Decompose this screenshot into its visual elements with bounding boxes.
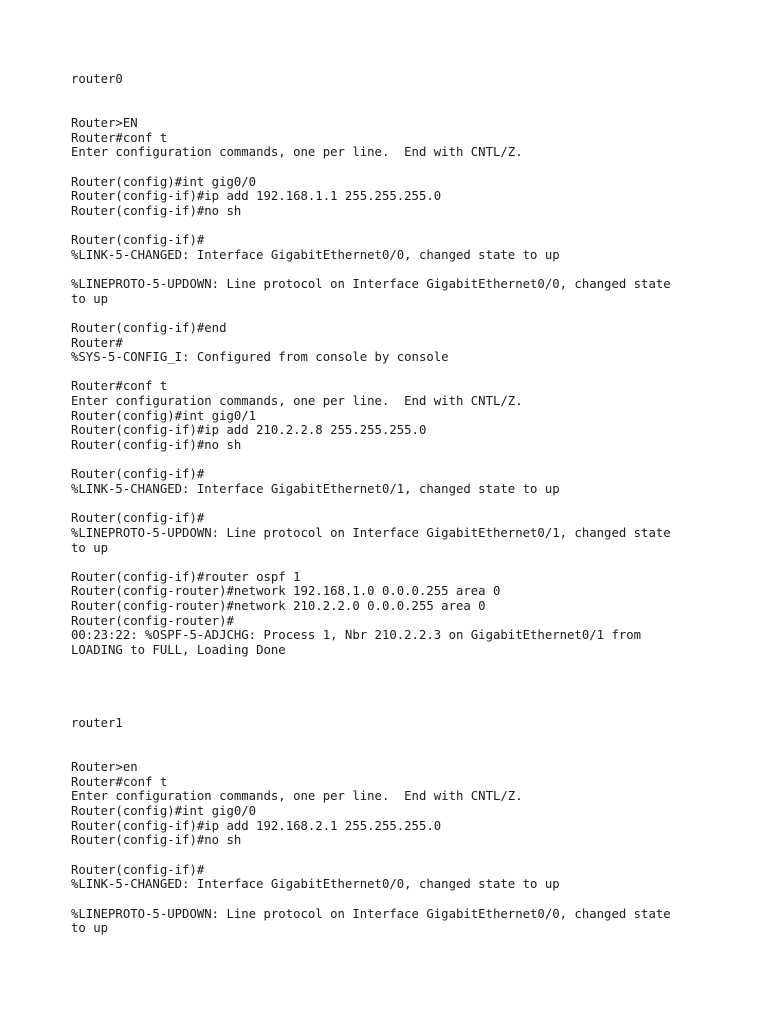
log-line: Router#conf t <box>71 130 168 145</box>
log-line: %LINK-5-CHANGED: Interface GigabitEthernet0/1, changed state to up <box>71 481 560 496</box>
router0-console-log <box>71 116 751 658</box>
log-line: Router(config)#int gig0/0 <box>71 804 257 819</box>
log-line: %SYS-5-CONFIG_I: Configured from console by console <box>71 350 449 365</box>
log-line <box>71 306 751 321</box>
log-line <box>71 365 751 380</box>
router0-heading: router0 <box>71 72 123 86</box>
log-line: Router(config)#int gig0/0 <box>71 174 257 189</box>
log-line: to up <box>71 921 109 936</box>
log-line: %LINEPROTO-5-UPDOWN: Line protocol on Interface GigabitEthernet0/0, changed state <box>71 276 671 291</box>
log-line: Router# <box>71 335 123 350</box>
log-line: %LINK-5-CHANGED: Interface GigabitEthernet0/0, changed state to up <box>71 877 560 892</box>
log-line <box>71 218 751 233</box>
log-line: Router(config-if)# <box>71 511 205 526</box>
log-line: Router(config-if)#end <box>71 320 227 335</box>
log-line: %LINEPROTO-5-UPDOWN: Line protocol on Interface GigabitEthernet0/1, changed state <box>71 525 671 540</box>
router1-console-log <box>71 760 751 936</box>
log-line: Router(config-if)#ip add 192.168.1.1 255.255.255.0 <box>71 189 442 204</box>
document-page <box>71 72 751 936</box>
log-line: Router(config-if)#no sh <box>71 438 242 453</box>
log-line: to up <box>71 291 109 306</box>
log-line <box>71 160 751 175</box>
log-line: %LINK-5-CHANGED: Interface GigabitEthernet0/0, changed state to up <box>71 247 560 262</box>
log-line: Enter configuration commands, one per line. End with CNTL/Z. <box>71 394 523 409</box>
log-line: Router#conf t <box>71 774 168 789</box>
log-line: 00:23:22: %OSPF-5-ADJCHG: Process 1, Nbr 210.2.2.3 on GigabitEthernet0/1 from <box>71 628 642 643</box>
log-line: Enter configuration commands, one per line. End with CNTL/Z. <box>71 789 523 804</box>
log-line: Router(config-router)#network 192.168.1.0 0.0.0.255 area 0 <box>71 584 501 599</box>
log-line: Router(config-router)# <box>71 613 234 628</box>
log-line <box>71 555 751 570</box>
router1-heading: router1 <box>71 716 123 731</box>
log-line: Router(config-if)# <box>71 862 205 877</box>
spacer <box>71 658 751 717</box>
log-line: Router(config-router)#network 210.2.2.0 0.0.0.255 area 0 <box>71 599 486 614</box>
log-line: LOADING to FULL, Loading Done <box>71 643 286 657</box>
log-line: Enter configuration commands, one per line. End with CNTL/Z. <box>71 145 523 160</box>
log-line: Router(config-if)# <box>71 233 205 248</box>
log-line <box>71 892 751 907</box>
log-line: Router(config-if)#no sh <box>71 203 242 218</box>
log-line: Router(config-if)# <box>71 467 205 482</box>
log-line: Router(config)#int gig0/1 <box>71 408 257 423</box>
log-line: Router(config-if)#ip add 210.2.2.8 255.255.255.0 <box>71 423 427 438</box>
spacer <box>71 731 751 760</box>
log-line: Router>EN <box>71 115 138 130</box>
log-line: Router>en <box>71 760 138 775</box>
log-line <box>71 497 751 512</box>
log-line: Router(config-if)#ip add 192.168.2.1 255.255.255.0 <box>71 818 442 833</box>
log-line: to up <box>71 540 109 555</box>
log-line: %LINEPROTO-5-UPDOWN: Line protocol on Interface GigabitEthernet0/0, changed state <box>71 906 671 921</box>
log-line: Router(config-if)#router ospf 1 <box>71 569 301 584</box>
log-line <box>71 262 751 277</box>
log-line: Router#conf t <box>71 379 168 394</box>
spacer <box>71 87 751 116</box>
log-line: Router(config-if)#no sh <box>71 833 242 848</box>
log-line <box>71 848 751 863</box>
log-line <box>71 453 751 468</box>
